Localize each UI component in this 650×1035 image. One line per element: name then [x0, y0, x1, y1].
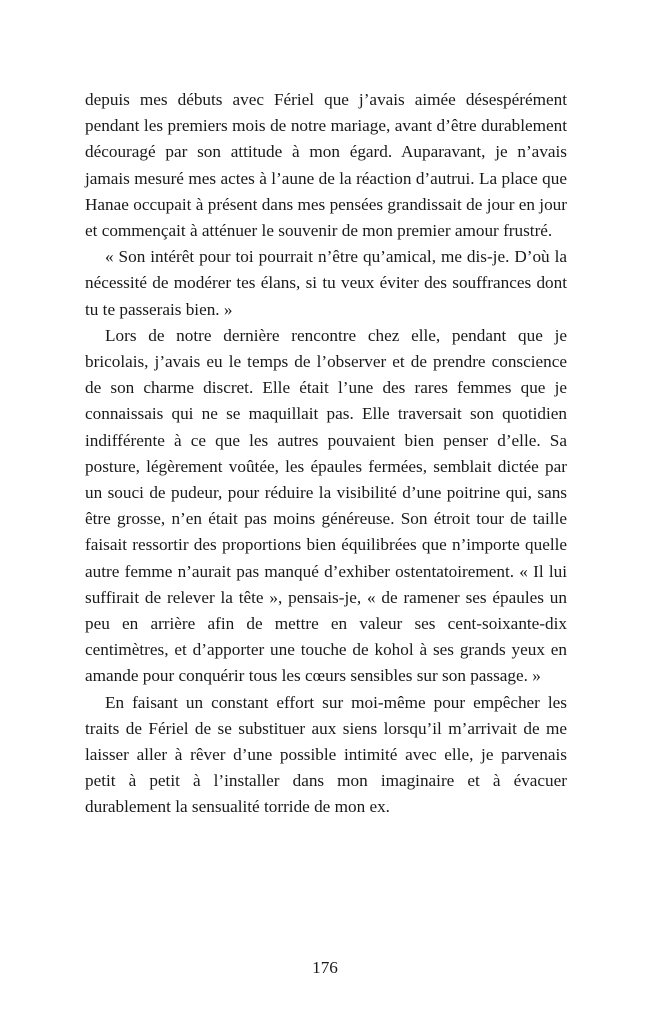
paragraph-3: Lors de notre dernière rencontre chez elle, pendant que je bricolais, j’avais eu le temps de l’observer et de prendre conscience de son charme discret. Elle était l’une des rares femmes que je connaissais qui ne se maquillait pas. Elle traversait son quotidien indifférente à ce que les autres pouvaient bien penser d’elle. Sa posture, légèrement voûtée, les épaules fermées, semblait dictée par un souci de pudeur, pour réduire la visibilité d’une poitrine qui, sans être grosse, n’en était pas moins généreuse. Son étroit tour de taille faisait ressortir des proportions bien équilibrées que n’importe quelle autre femme n’aurait pas manqué d’exhiber ostentatoirement. « Il lui suffirait de relever la tête », pensais-je, « de ramener ses épaules un peu en arrière afin de mettre en valeur ses cent-soixante-dix centimètres, et d’apporter une touche de kohol à ses grands yeux en amande pour conquérir tous les cœurs sensibles sur son passage. » [85, 325, 567, 686]
paragraph-4: En faisant un constant effort sur moi-même pour empêcher les traits de Fériel de se substituer aux siens lorsqu’il m’arrivait de me laisser aller à rêver d’une possible intimité avec elle, je parvenais petit à petit à l’installer dans mon imaginaire et à évacuer durablement la sensualité torride de mon ex. [85, 692, 567, 817]
paragraph-1: depuis mes débuts avec Fériel que j’avais aimée désespérément pendant les premiers mois de notre mariage, avant d’être durablement découragé par son attitude à mon égard. Auparavant, je n’avais jamais mesuré mes actes à l’aune de la réaction d’autrui. La place que Hanae occupait à présent dans mes pensées grandissait de jour en jour et commençait à atténuer le souvenir de mon premier amour frustré. [85, 90, 567, 241]
page-number: 176 [312, 958, 338, 977]
page-body [85, 87, 567, 821]
paragraph-2: « Son intérêt pour toi pourrait n’être qu’amical, me dis-je. D’où la nécessité de modérer tes élans, si tu veux éviter des souffrances dont tu te passerais bien. » [85, 247, 567, 319]
